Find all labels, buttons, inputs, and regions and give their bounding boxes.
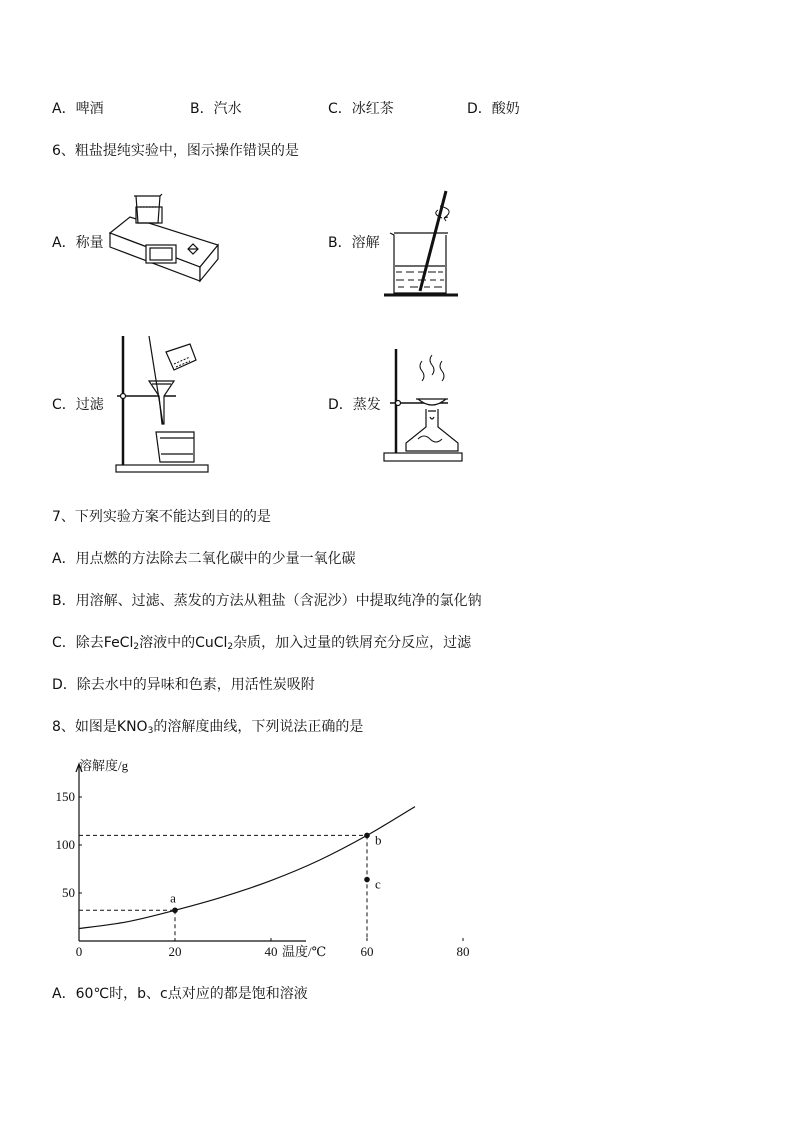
y-tick-label: 150 bbox=[55, 789, 75, 804]
q8-stem: 8、如图是$KNO_3$的溶解度曲线，下列说法正确的是 bbox=[52, 719, 364, 736]
x-tick-label: 20 bbox=[168, 944, 182, 959]
q5-option-c[interactable]: C．冰红茶 bbox=[328, 101, 394, 117]
x-tick-label: 40 bbox=[264, 944, 278, 959]
balance-illustration bbox=[108, 193, 220, 285]
y-tick-label: 50 bbox=[62, 885, 75, 900]
q6-stem: 6、粗盐提纯实验中，图示操作错误的是 bbox=[52, 143, 299, 159]
q7-option-a[interactable]: A．用点燃的方法除去二氧化碳中的少量一氧化碳 bbox=[52, 551, 356, 567]
y-tick-label: 100 bbox=[55, 837, 75, 852]
point-label-c: c bbox=[375, 876, 381, 892]
q7-option-c[interactable]: C．除去FeCl$_2$溶液中的CuCl$_2$杂质，加入过量的铁屑充分反应，过滤 bbox=[52, 635, 472, 652]
q7-option-d[interactable]: D．除去水中的异味和色素，用活性炭吸附 bbox=[52, 677, 315, 693]
dissolving-illustration bbox=[382, 188, 462, 300]
q7-stem: 7、下列实验方案不能达到目的的是 bbox=[52, 509, 271, 525]
q5-option-b[interactable]: B．汽水 bbox=[190, 101, 242, 117]
point-a bbox=[172, 907, 178, 913]
x-axis-title: 温度/℃ bbox=[282, 944, 327, 959]
x-tick-label: 0 bbox=[75, 944, 83, 959]
q6-option-a[interactable]: A．称量 bbox=[52, 235, 104, 251]
x-tick-label: 80 bbox=[456, 944, 470, 959]
point-label-b: b bbox=[375, 832, 382, 848]
x-tick-label: 60 bbox=[360, 944, 374, 959]
q6-option-b[interactable]: B．溶解 bbox=[328, 235, 380, 251]
chart-labels bbox=[56, 758, 470, 959]
point-c bbox=[364, 877, 370, 883]
chart-axes bbox=[76, 764, 463, 941]
filtration-illustration bbox=[114, 334, 212, 474]
point-b bbox=[364, 833, 370, 839]
solubility-chart bbox=[48, 758, 470, 964]
y-axis-title: 溶解度/g bbox=[79, 758, 129, 773]
chart-guide-lines bbox=[79, 835, 367, 941]
q7-option-b[interactable]: B．用溶解、过滤、蒸发的方法从粗盐（含泥沙）中提取纯净的氯化钠 bbox=[52, 593, 482, 609]
q6-option-c[interactable]: C．过滤 bbox=[52, 397, 104, 413]
evaporation-illustration bbox=[382, 347, 464, 465]
point-label-a: a bbox=[170, 890, 176, 906]
q8-option-a[interactable]: A．60℃时，b、c点对应的都是饱和溶液 bbox=[52, 986, 308, 1002]
chart-points bbox=[172, 833, 370, 913]
q5-option-a[interactable]: A．啤酒 bbox=[52, 101, 104, 117]
q5-option-d[interactable]: D．酸奶 bbox=[467, 101, 520, 117]
q6-option-d[interactable]: D．蒸发 bbox=[328, 397, 381, 413]
